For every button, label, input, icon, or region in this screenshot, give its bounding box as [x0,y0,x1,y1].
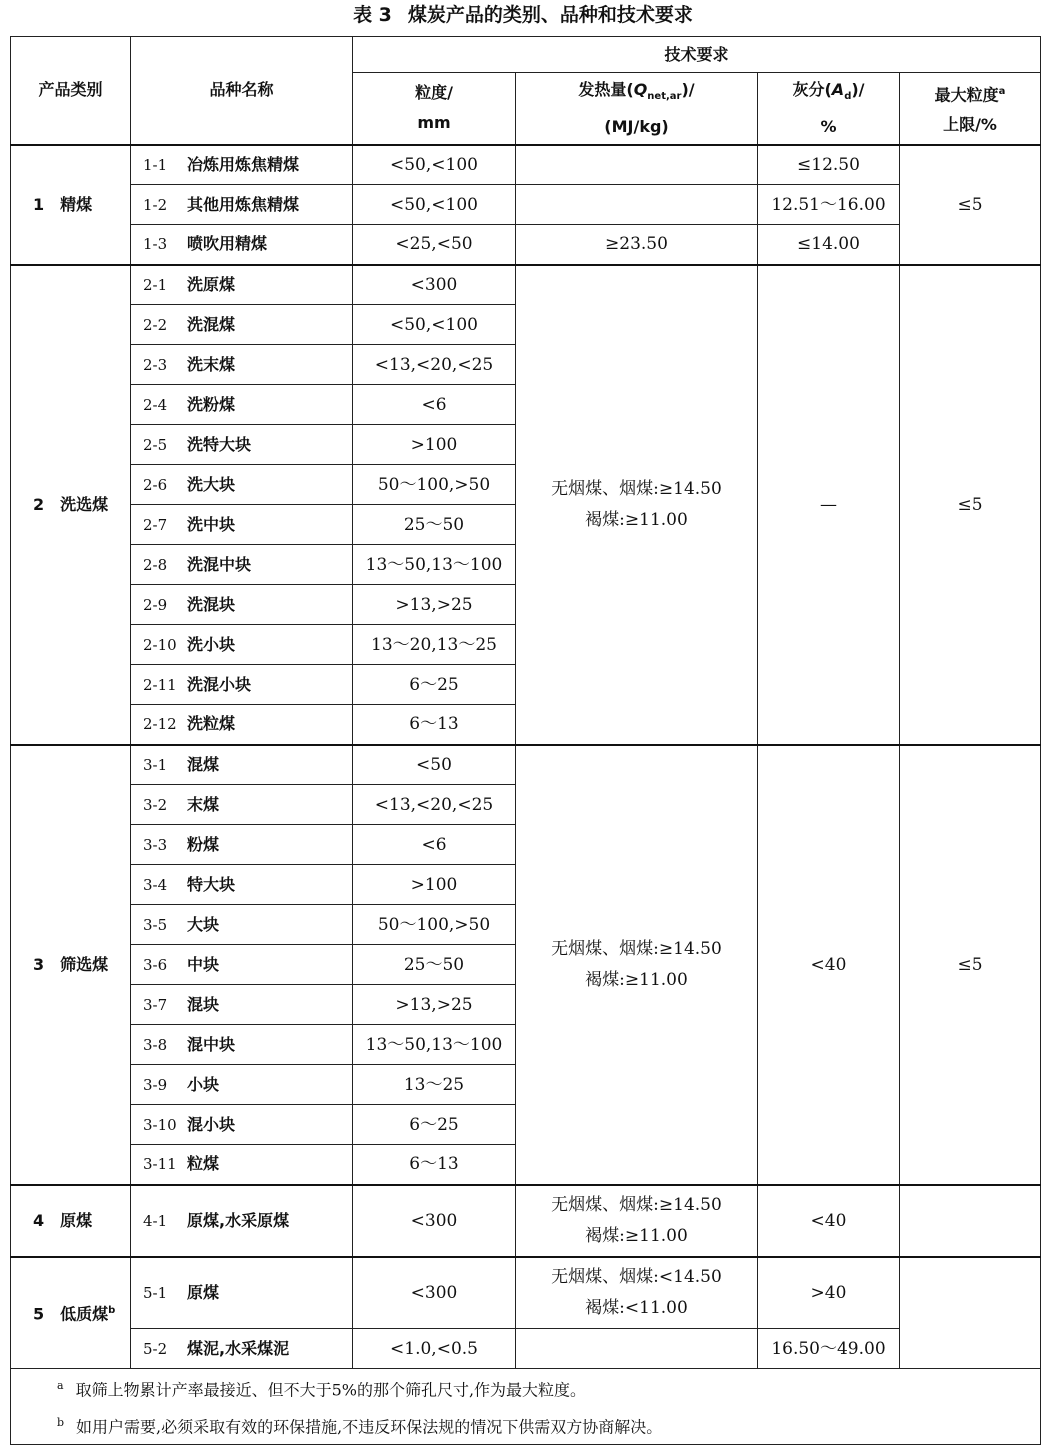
size-cell: >100 [353,425,516,465]
table-caption: 煤炭产品的类别、品种和技术要求 [407,4,693,26]
header-heat: 发热量$(Q_{net,ar})/$ (MJ/kg) [516,73,758,145]
variety-cell: 3-11 粒煤 [131,1145,353,1185]
table-row [11,1329,1041,1369]
variety-cell: 3-3 粉煤 [131,825,353,865]
size-cell: <50,<100 [353,145,516,185]
table-row [11,185,1041,225]
variety-cell: 2-2 洗混煤 [131,305,353,345]
size-cell: 13～50,13～100 [353,545,516,585]
header-tech: 技术要求 [353,37,1041,73]
footnotes [11,1369,1041,1445]
heat-cell [516,145,758,185]
size-cell: <50 [353,745,516,785]
table-row [11,145,1041,185]
header-category: 产品类别 [11,37,131,145]
header-max-size: 最大粒度$^a$ 上限/% [900,73,1041,145]
ash-cell: — [758,265,900,745]
size-cell: <300 [353,1257,516,1329]
size-cell: <1.0,<0.5 [353,1329,516,1369]
heat-cell: 无烟煤、烟煤:<14.50 褐煤:<11.00 [516,1257,758,1329]
size-cell: 25～50 [353,505,516,545]
size-cell: 50～100,>50 [353,465,516,505]
variety-cell: 3-2 末煤 [131,785,353,825]
size-cell: 50～100,>50 [353,905,516,945]
max-size-cell [900,1185,1041,1257]
header-size: 粒度/ mm [353,73,516,145]
size-cell: 6～13 [353,1145,516,1185]
header-variety: 品种名称 [131,37,353,145]
size-cell: <300 [353,265,516,305]
category-cell: 5 低质煤$^b$ [11,1257,131,1369]
table-number: 表 3 [353,4,392,26]
variety-cell: 2-9 洗混块 [131,585,353,625]
size-cell: <13,<20,<25 [353,785,516,825]
variety-cell: 3-4 特大块 [131,865,353,905]
variety-cell: 3-6 中块 [131,945,353,985]
heat-cell: ≥23.50 [516,225,758,265]
size-cell: <25,<50 [353,225,516,265]
size-cell: 6～13 [353,705,516,745]
size-cell: 13～25 [353,1065,516,1105]
table-row [11,745,1041,785]
table-title [0,2,1046,32]
ash-cell: 12.51～16.00 [758,185,900,225]
size-cell: >13,>25 [353,985,516,1025]
ash-cell: <40 [758,1185,900,1257]
heat-cell: 无烟煤、烟煤:≥14.50 褐煤:≥11.00 [516,265,758,745]
variety-cell: 4-1 原煤,水采原煤 [131,1185,353,1257]
variety-cell: 2-10 洗小块 [131,625,353,665]
heat-cell: 无烟煤、烟煤:≥14.50 褐煤:≥11.00 [516,1185,758,1257]
table-row [11,265,1041,305]
category-cell: 2 洗选煤 [11,265,131,745]
variety-cell: 2-3 洗末煤 [131,345,353,385]
ash-cell: >40 [758,1257,900,1329]
variety-cell: 3-5 大块 [131,905,353,945]
heat-cell: 无烟煤、烟煤:≥14.50 褐煤:≥11.00 [516,745,758,1185]
ash-cell: <40 [758,745,900,1185]
size-cell: <50,<100 [353,305,516,345]
max-size-cell: ≤5 [900,745,1041,1185]
size-cell: >100 [353,865,516,905]
table-row [11,225,1041,265]
table-row [11,1185,1041,1257]
variety-cell: 1-2 其他用炼焦精煤 [131,185,353,225]
ash-cell: ≤12.50 [758,145,900,185]
max-size-cell [900,1257,1041,1369]
variety-cell: 2-7 洗中块 [131,505,353,545]
variety-cell: 3-10 混小块 [131,1105,353,1145]
category-cell: 3 筛选煤 [11,745,131,1185]
variety-cell: 5-2 煤泥,水采煤泥 [131,1329,353,1369]
footnote-b: $^b$ 如用户需要,必须采取有效的环保措施,不违反环保法规的情况下供需双方协商解决。 [57,1416,663,1437]
variety-cell: 2-4 洗粉煤 [131,385,353,425]
heat-cell [516,185,758,225]
coal-product-table [10,36,1041,1445]
variety-cell: 2-8 洗混中块 [131,545,353,585]
size-cell: <50,<100 [353,185,516,225]
size-cell: 13～50,13～100 [353,1025,516,1065]
variety-cell: 2-6 洗大块 [131,465,353,505]
variety-cell: 5-1 原煤 [131,1257,353,1329]
header-ash: 灰分$(A_d)/$ % [758,73,900,145]
variety-cell: 1-1 冶炼用炼焦精煤 [131,145,353,185]
size-cell: <6 [353,385,516,425]
variety-cell: 2-12 洗粒煤 [131,705,353,745]
size-cell: <6 [353,825,516,865]
max-size-cell: ≤5 [900,145,1041,265]
table-row [11,1257,1041,1329]
category-cell: 4 原煤 [11,1185,131,1257]
variety-cell: 2-1 洗原煤 [131,265,353,305]
variety-cell: 3-7 混块 [131,985,353,1025]
variety-cell: 1-3 喷吹用精煤 [131,225,353,265]
variety-cell: 3-8 混中块 [131,1025,353,1065]
variety-cell: 2-5 洗特大块 [131,425,353,465]
size-cell: 25～50 [353,945,516,985]
size-cell: <13,<20,<25 [353,345,516,385]
size-cell: 6～25 [353,1105,516,1145]
size-cell: 13～20,13～25 [353,625,516,665]
size-cell: 6～25 [353,665,516,705]
footnote-a: $^a$ 取筛上物累计产率最接近、但不大于5%的那个筛孔尺寸,作为最大粒度。 [57,1379,587,1400]
variety-cell: 3-1 混煤 [131,745,353,785]
size-cell: <300 [353,1185,516,1257]
size-cell: >13,>25 [353,585,516,625]
category-cell: 1 精煤 [11,145,131,265]
variety-cell: 3-9 小块 [131,1065,353,1105]
heat-cell [516,1329,758,1369]
ash-cell: ≤14.00 [758,225,900,265]
footnotes-row [11,1369,1041,1445]
ash-cell: 16.50～49.00 [758,1329,900,1369]
max-size-cell: ≤5 [900,265,1041,745]
variety-cell: 2-11 洗混小块 [131,665,353,705]
